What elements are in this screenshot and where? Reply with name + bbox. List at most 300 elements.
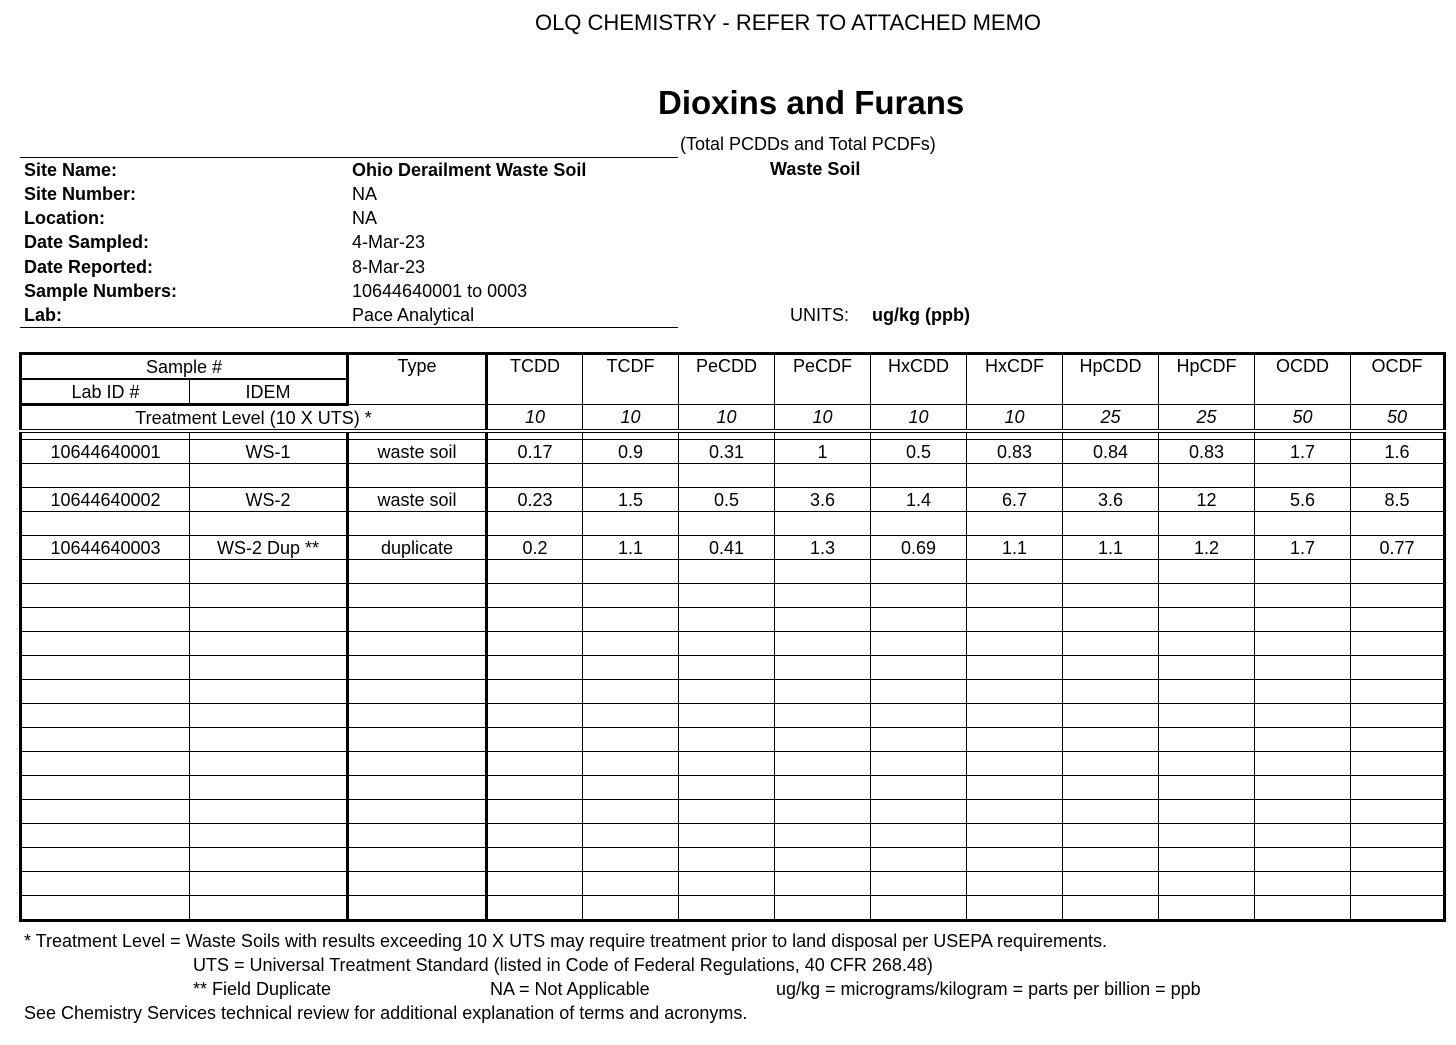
empty-cell <box>679 776 775 800</box>
empty-cell <box>487 872 583 896</box>
blank-row <box>21 848 1445 872</box>
empty-cell <box>190 608 348 632</box>
empty-cell <box>1063 560 1159 584</box>
empty-cell <box>775 512 871 536</box>
treatment-level-value: 10 <box>679 405 775 432</box>
empty-cell <box>1255 464 1351 488</box>
empty-cell <box>871 824 967 848</box>
empty-cell <box>487 728 583 752</box>
empty-cell <box>21 800 190 824</box>
empty-cell <box>679 608 775 632</box>
analyte-header: HxCDD <box>871 354 967 405</box>
empty-cell <box>775 824 871 848</box>
treatment-level-value: 10 <box>775 405 871 432</box>
empty-cell <box>583 704 679 728</box>
empty-cell <box>967 752 1063 776</box>
empty-cell <box>1351 896 1445 921</box>
empty-cell <box>21 560 190 584</box>
empty-cell <box>1063 800 1159 824</box>
analyte-header: TCDF <box>583 354 679 405</box>
empty-cell <box>967 776 1063 800</box>
empty-cell <box>871 680 967 704</box>
empty-cell <box>348 704 487 728</box>
result-value-cell: 1.7 <box>1255 536 1351 560</box>
empty-cell <box>190 872 348 896</box>
site-number-value: NA <box>352 184 378 204</box>
document-title: Dioxins and Furans <box>658 84 965 121</box>
empty-cell <box>190 776 348 800</box>
empty-cell <box>871 728 967 752</box>
empty-cell <box>967 560 1063 584</box>
blank-row <box>21 560 1445 584</box>
empty-cell <box>871 608 967 632</box>
blank-row <box>21 512 1445 536</box>
empty-cell <box>871 776 967 800</box>
empty-cell <box>775 896 871 921</box>
empty-cell <box>1255 512 1351 536</box>
empty-cell <box>967 608 1063 632</box>
empty-cell <box>583 464 679 488</box>
result-value-cell: 0.83 <box>1159 440 1255 464</box>
empty-cell <box>583 752 679 776</box>
result-value-cell: 0.2 <box>487 536 583 560</box>
blank-row <box>21 776 1445 800</box>
empty-cell <box>679 512 775 536</box>
footnote-field-duplicate: ** Field Duplicate <box>193 979 332 999</box>
empty-cell <box>1351 752 1445 776</box>
result-value-cell: 1.2 <box>1159 536 1255 560</box>
empty-cell <box>21 824 190 848</box>
result-value-cell: 0.84 <box>1063 440 1159 464</box>
idem-cell: WS-1 <box>190 440 348 464</box>
empty-cell <box>487 608 583 632</box>
footnote-uts: UTS = Universal Treatment Standard (listed in Code of Federal Regulations, 40 CFR 268.48) <box>193 955 933 975</box>
empty-cell <box>190 800 348 824</box>
site-number-label: Site Number: <box>24 184 137 204</box>
empty-cell <box>1351 512 1445 536</box>
blank-row <box>21 800 1445 824</box>
empty-cell <box>1159 824 1255 848</box>
empty-cell <box>348 752 487 776</box>
date-sampled-value: 4-Mar-23 <box>352 232 426 252</box>
empty-cell <box>967 728 1063 752</box>
data-rows <box>21 440 1445 921</box>
analyte-header: OCDF <box>1351 354 1445 405</box>
empty-cell <box>21 608 190 632</box>
type-cell: duplicate <box>348 536 487 560</box>
blank-row <box>21 896 1445 921</box>
empty-cell <box>583 848 679 872</box>
empty-cell <box>487 752 583 776</box>
empty-cell <box>967 824 1063 848</box>
result-value-cell: 1 <box>775 440 871 464</box>
empty-cell <box>1351 680 1445 704</box>
result-value-cell: 0.9 <box>583 440 679 464</box>
type-header: Type <box>348 354 487 405</box>
empty-cell <box>967 800 1063 824</box>
empty-cell <box>1159 896 1255 921</box>
empty-cell <box>1255 680 1351 704</box>
blank-row <box>21 608 1445 632</box>
empty-cell <box>1255 632 1351 656</box>
treatment-level-value: 10 <box>967 405 1063 432</box>
treatment-level-row <box>21 405 1445 432</box>
empty-cell <box>487 848 583 872</box>
empty-cell <box>21 656 190 680</box>
empty-cell <box>1159 608 1255 632</box>
empty-cell <box>967 704 1063 728</box>
empty-cell <box>871 896 967 921</box>
empty-cell <box>679 728 775 752</box>
treatment-level-label: Treatment Level (10 X UTS) * <box>21 405 487 432</box>
empty-cell <box>775 776 871 800</box>
empty-cell <box>21 896 190 921</box>
empty-cell <box>967 584 1063 608</box>
empty-cell <box>348 656 487 680</box>
empty-cell <box>190 656 348 680</box>
empty-cell <box>1063 608 1159 632</box>
empty-cell <box>487 680 583 704</box>
empty-cell <box>487 896 583 921</box>
result-value-cell: 0.5 <box>679 488 775 512</box>
location-label: Location: <box>24 208 105 228</box>
empty-cell <box>871 872 967 896</box>
blank-row <box>21 584 1445 608</box>
empty-cell <box>1063 776 1159 800</box>
type-cell: waste soil <box>348 440 487 464</box>
result-value-cell: 1.3 <box>775 536 871 560</box>
empty-cell <box>1351 728 1445 752</box>
empty-cell <box>487 584 583 608</box>
result-value-cell: 3.6 <box>1063 488 1159 512</box>
empty-cell <box>583 776 679 800</box>
empty-cell <box>583 824 679 848</box>
empty-cell <box>348 512 487 536</box>
empty-cell <box>583 560 679 584</box>
empty-cell <box>775 464 871 488</box>
footnote-treatment: * Treatment Level = Waste Soils with results exceeding 10 X UTS may require treatment prior to land disposal per USEPA requirements. <box>24 931 1107 951</box>
header-note: OLQ CHEMISTRY - REFER TO ATTACHED MEMO <box>534 10 1042 35</box>
empty-cell <box>583 656 679 680</box>
empty-cell <box>190 680 348 704</box>
result-value-cell: 1.7 <box>1255 440 1351 464</box>
lab-id-cell: 10644640002 <box>21 488 190 512</box>
empty-cell <box>775 704 871 728</box>
blank-row <box>21 632 1445 656</box>
empty-cell <box>967 896 1063 921</box>
empty-cell <box>679 824 775 848</box>
blank-row <box>21 704 1445 728</box>
result-value-cell: 0.77 <box>1351 536 1445 560</box>
treatment-level-value: 10 <box>487 405 583 432</box>
analyte-header: OCDD <box>1255 354 1351 405</box>
result-value-cell: 1.1 <box>1063 536 1159 560</box>
footnote-na: NA = Not Applicable <box>490 979 650 999</box>
empty-cell <box>967 848 1063 872</box>
empty-cell <box>1351 776 1445 800</box>
empty-cell <box>775 632 871 656</box>
empty-cell <box>21 872 190 896</box>
empty-cell <box>190 560 348 584</box>
empty-cell <box>775 800 871 824</box>
empty-cell <box>871 584 967 608</box>
analyte-header: PeCDF <box>775 354 871 405</box>
result-value-cell: 0.17 <box>487 440 583 464</box>
empty-cell <box>967 464 1063 488</box>
empty-cell <box>190 824 348 848</box>
empty-cell <box>21 464 190 488</box>
empty-cell <box>1063 752 1159 776</box>
lab-id-cell: 10644640003 <box>21 536 190 560</box>
analyte-header: PeCDD <box>679 354 775 405</box>
empty-cell <box>679 560 775 584</box>
spacer-row <box>21 431 1445 440</box>
empty-cell <box>583 896 679 921</box>
type-cell: waste soil <box>348 488 487 512</box>
result-value-cell: 3.6 <box>775 488 871 512</box>
empty-cell <box>871 512 967 536</box>
site-name-label: Site Name: <box>24 160 118 180</box>
empty-cell <box>1159 872 1255 896</box>
empty-cell <box>1351 632 1445 656</box>
table-row <box>21 536 1445 560</box>
result-value-cell: 1.6 <box>1351 440 1445 464</box>
lab-id-cell: 10644640001 <box>21 440 190 464</box>
empty-cell <box>1159 728 1255 752</box>
idem-cell: WS-2 <box>190 488 348 512</box>
lab-id-header: Lab ID # <box>21 379 190 405</box>
result-value-cell: 0.5 <box>871 440 967 464</box>
empty-cell <box>679 464 775 488</box>
result-value-cell: 0.69 <box>871 536 967 560</box>
empty-cell <box>21 680 190 704</box>
empty-cell <box>871 704 967 728</box>
blank-row <box>21 872 1445 896</box>
analyte-header: HpCDD <box>1063 354 1159 405</box>
empty-cell <box>679 752 775 776</box>
empty-cell <box>583 608 679 632</box>
empty-cell <box>1159 776 1255 800</box>
empty-cell <box>1255 776 1351 800</box>
empty-cell <box>21 704 190 728</box>
empty-cell <box>1351 656 1445 680</box>
empty-cell <box>190 632 348 656</box>
empty-cell <box>1063 464 1159 488</box>
empty-cell <box>967 872 1063 896</box>
sample-numbers-label: Sample Numbers: <box>24 281 178 301</box>
empty-cell <box>1255 656 1351 680</box>
empty-cell <box>348 728 487 752</box>
empty-cell <box>1351 848 1445 872</box>
empty-cell <box>1255 704 1351 728</box>
location-value: NA <box>352 208 378 228</box>
result-value-cell: 1.1 <box>583 536 679 560</box>
result-value-cell: 0.83 <box>967 440 1063 464</box>
empty-cell <box>1063 584 1159 608</box>
empty-cell <box>348 848 487 872</box>
table-row <box>21 440 1445 464</box>
empty-cell <box>775 584 871 608</box>
empty-cell <box>1255 608 1351 632</box>
empty-cell <box>348 608 487 632</box>
empty-cell <box>1159 656 1255 680</box>
result-value-cell: 0.31 <box>679 440 775 464</box>
empty-cell <box>1159 632 1255 656</box>
empty-cell <box>1159 560 1255 584</box>
result-value-cell: 1.4 <box>871 488 967 512</box>
empty-cell <box>1255 896 1351 921</box>
empty-cell <box>775 728 871 752</box>
empty-cell <box>1159 512 1255 536</box>
result-value-cell: 0.23 <box>487 488 583 512</box>
footnote-review: See Chemistry Services technical review for additional explanation of terms and acronyms. <box>24 1003 748 1023</box>
document-subtitle: (Total PCDDs and Total PCDFs) <box>680 134 936 154</box>
date-reported-value: 8-Mar-23 <box>352 257 426 277</box>
empty-cell <box>21 728 190 752</box>
empty-cell <box>487 632 583 656</box>
empty-cell <box>1351 608 1445 632</box>
empty-cell <box>1159 704 1255 728</box>
lab-value: Pace Analytical <box>352 305 475 325</box>
empty-cell <box>871 800 967 824</box>
analyte-header: TCDD <box>487 354 583 405</box>
empty-cell <box>190 704 348 728</box>
empty-cell <box>348 680 487 704</box>
result-value-cell: 8.5 <box>1351 488 1445 512</box>
empty-cell <box>1255 848 1351 872</box>
empty-cell <box>1063 656 1159 680</box>
empty-cell <box>348 632 487 656</box>
lab-label: Lab: <box>24 305 62 325</box>
empty-cell <box>871 632 967 656</box>
empty-cell <box>21 776 190 800</box>
empty-cell <box>1255 752 1351 776</box>
empty-cell <box>1351 560 1445 584</box>
empty-cell <box>679 656 775 680</box>
empty-cell <box>487 512 583 536</box>
empty-cell <box>1351 464 1445 488</box>
empty-cell <box>679 848 775 872</box>
empty-cell <box>583 872 679 896</box>
empty-cell <box>679 632 775 656</box>
empty-cell <box>190 728 348 752</box>
empty-cell <box>775 680 871 704</box>
blank-row <box>21 680 1445 704</box>
empty-cell <box>775 752 871 776</box>
idem-cell: WS-2 Dup ** <box>190 536 348 560</box>
empty-cell <box>583 632 679 656</box>
empty-cell <box>348 776 487 800</box>
empty-cell <box>487 560 583 584</box>
empty-cell <box>1159 800 1255 824</box>
empty-cell <box>775 560 871 584</box>
empty-cell <box>967 632 1063 656</box>
empty-cell <box>348 824 487 848</box>
empty-cell <box>21 632 190 656</box>
footnote-ugkg: ug/kg = micrograms/kilogram = parts per billion = ppb <box>776 979 1201 999</box>
result-value-cell: 1.1 <box>967 536 1063 560</box>
empty-cell <box>487 800 583 824</box>
empty-cell <box>679 800 775 824</box>
empty-cell <box>190 896 348 921</box>
empty-cell <box>679 872 775 896</box>
table-row <box>21 488 1445 512</box>
treatment-level-value: 50 <box>1255 405 1351 432</box>
empty-cell <box>775 608 871 632</box>
empty-cell <box>21 512 190 536</box>
units-value: ug/kg (ppb) <box>872 305 970 325</box>
analyte-header: HpCDF <box>1159 354 1255 405</box>
treatment-level-value: 10 <box>583 405 679 432</box>
empty-cell <box>1255 824 1351 848</box>
empty-cell <box>871 752 967 776</box>
empty-cell <box>775 872 871 896</box>
empty-cell <box>1063 704 1159 728</box>
empty-cell <box>487 464 583 488</box>
empty-cell <box>348 800 487 824</box>
blank-row <box>21 728 1445 752</box>
empty-cell <box>348 896 487 921</box>
empty-cell <box>679 680 775 704</box>
empty-cell <box>583 512 679 536</box>
empty-cell <box>190 464 348 488</box>
empty-cell <box>1063 848 1159 872</box>
date-reported-label: Date Reported: <box>24 257 154 277</box>
empty-cell <box>1255 872 1351 896</box>
empty-cell <box>1159 848 1255 872</box>
analyte-header: HxCDF <box>967 354 1063 405</box>
matrix-label: Waste Soil <box>770 159 861 179</box>
empty-cell <box>1063 896 1159 921</box>
empty-cell <box>348 584 487 608</box>
empty-cell <box>967 512 1063 536</box>
empty-cell <box>348 872 487 896</box>
empty-cell <box>583 680 679 704</box>
empty-cell <box>21 848 190 872</box>
treatment-level-value: 25 <box>1063 405 1159 432</box>
empty-cell <box>190 848 348 872</box>
empty-cell <box>871 560 967 584</box>
empty-cell <box>487 704 583 728</box>
empty-cell <box>190 584 348 608</box>
empty-cell <box>679 704 775 728</box>
treatment-level-value: 50 <box>1351 405 1445 432</box>
info-bottom-rule <box>20 327 678 328</box>
empty-cell <box>21 752 190 776</box>
empty-cell <box>1351 824 1445 848</box>
blank-row <box>21 464 1445 488</box>
empty-cell <box>679 584 775 608</box>
blank-row <box>21 656 1445 680</box>
empty-cell <box>487 776 583 800</box>
result-value-cell: 5.6 <box>1255 488 1351 512</box>
empty-cell <box>1063 872 1159 896</box>
result-value-cell: 1.5 <box>583 488 679 512</box>
empty-cell <box>190 512 348 536</box>
empty-cell <box>348 464 487 488</box>
units-label: UNITS: <box>790 305 850 325</box>
empty-cell <box>1063 680 1159 704</box>
empty-cell <box>871 848 967 872</box>
empty-cell <box>1159 752 1255 776</box>
empty-cell <box>967 680 1063 704</box>
empty-cell <box>583 584 679 608</box>
empty-cell <box>871 464 967 488</box>
empty-cell <box>21 584 190 608</box>
empty-cell <box>1159 584 1255 608</box>
empty-cell <box>1063 512 1159 536</box>
empty-cell <box>1255 584 1351 608</box>
